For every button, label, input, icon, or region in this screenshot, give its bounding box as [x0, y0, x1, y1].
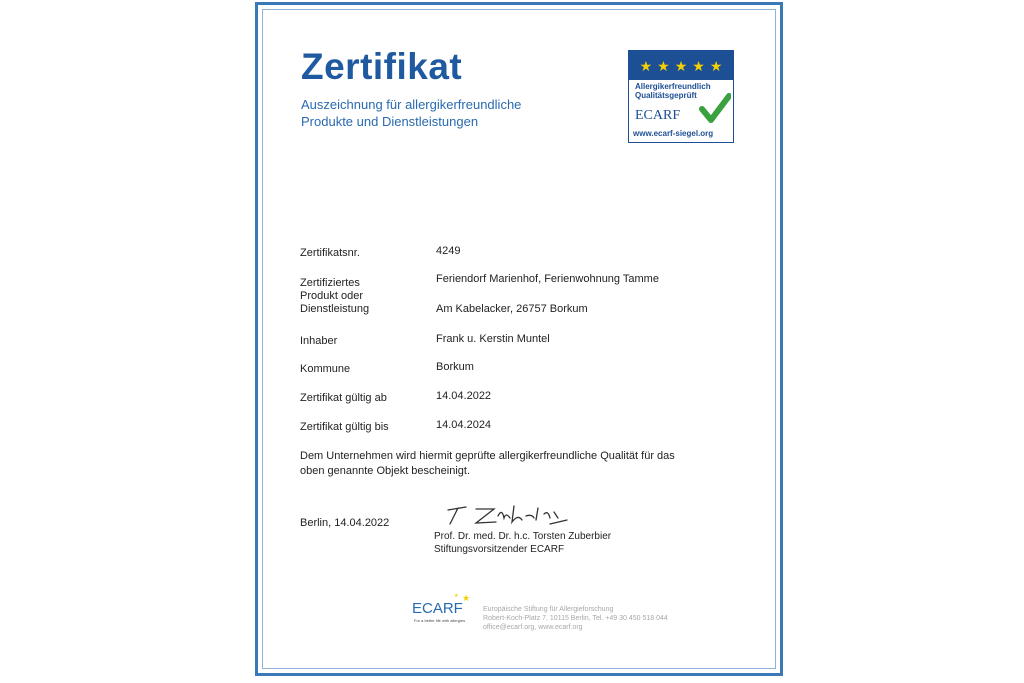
seal-line-2: Qualitätsgeprüft [635, 91, 697, 100]
place-and-date: Berlin, 14.04.2022 [300, 517, 390, 529]
product-label-line-2: Produkt oder [300, 290, 363, 302]
product-value-name: Feriendorf Marienhof, Ferienwohnung Tamme [436, 273, 659, 285]
certificate-subtitle [301, 96, 601, 130]
footer-logo-text: ECARF [412, 600, 463, 617]
seal-line-1: Allergikerfreundlich [635, 82, 711, 91]
commune-value: Borkum [436, 361, 474, 373]
seal-url: www.ecarf-siegel.org [633, 129, 714, 138]
product-value-address: Am Kabelacker, 26757 Borkum [436, 303, 588, 315]
star-icon: ★ [692, 57, 705, 74]
owner-label: Inhaber [300, 335, 338, 347]
valid-from-label: Zertifikat gültig ab [300, 392, 387, 404]
footer-logo-tagline: For a better life with allergies [414, 618, 466, 623]
subtitle-line-2: Produkte und Dienstleistungen [301, 114, 479, 129]
subtitle-line-1: Auszeichnung für allergikerfreundliche [301, 97, 522, 112]
footer-org-contact: office@ecarf.org, www.ecarf.org [483, 624, 583, 631]
seal-star-band [629, 51, 733, 80]
star-icon: ★ [639, 57, 653, 74]
statement-line-2: oben genannte Objekt bescheinigt. [300, 465, 471, 477]
certificate-title: Zertifikat [301, 46, 463, 87]
star-icon: ★ [657, 57, 670, 74]
footer-org-address: Robert-Koch-Platz 7, 10115 Berlin, Tel. +49 30 450 518 044 [483, 615, 668, 622]
product-label [300, 277, 420, 316]
cert-number-value: 4249 [436, 245, 461, 257]
certification-statement [300, 449, 750, 479]
signer-block [434, 530, 611, 556]
valid-to-value: 14.04.2024 [436, 419, 492, 431]
check-icon [699, 93, 731, 125]
svg-text:★: ★ [462, 593, 471, 603]
star-icon: ★ [709, 57, 723, 74]
owner-value: Frank u. Kerstin Muntel [436, 333, 550, 345]
ecarf-footer-logo [412, 592, 474, 632]
cert-number-label: Zertifikatsnr. [300, 247, 360, 259]
valid-from-value: 14.04.2022 [436, 390, 492, 402]
handwritten-signature [432, 500, 572, 528]
seal-brand: ECARF [635, 108, 681, 123]
signer-role: Stiftungsvorsitzender ECARF [434, 544, 565, 555]
product-label-line-1: Zertifiziertes [300, 277, 360, 289]
statement-line-1: Dem Unternehmen wird hiermit geprüfte allergikerfreundliche Qualität für das [300, 450, 675, 462]
footer-org-name: Europäische Stiftung für Allergieforschung [483, 606, 614, 613]
star-icon: ★ [674, 57, 688, 74]
product-label-line-3: Dienstleistung [300, 303, 370, 315]
footer-address [483, 605, 668, 632]
svg-text:★: ★ [454, 593, 459, 599]
commune-label: Kommune [300, 363, 351, 375]
signer-name: Prof. Dr. med. Dr. h.c. Torsten Zuberbier [434, 531, 612, 542]
valid-to-label: Zertifikat gültig bis [300, 421, 389, 433]
ecarf-quality-seal [628, 50, 734, 143]
